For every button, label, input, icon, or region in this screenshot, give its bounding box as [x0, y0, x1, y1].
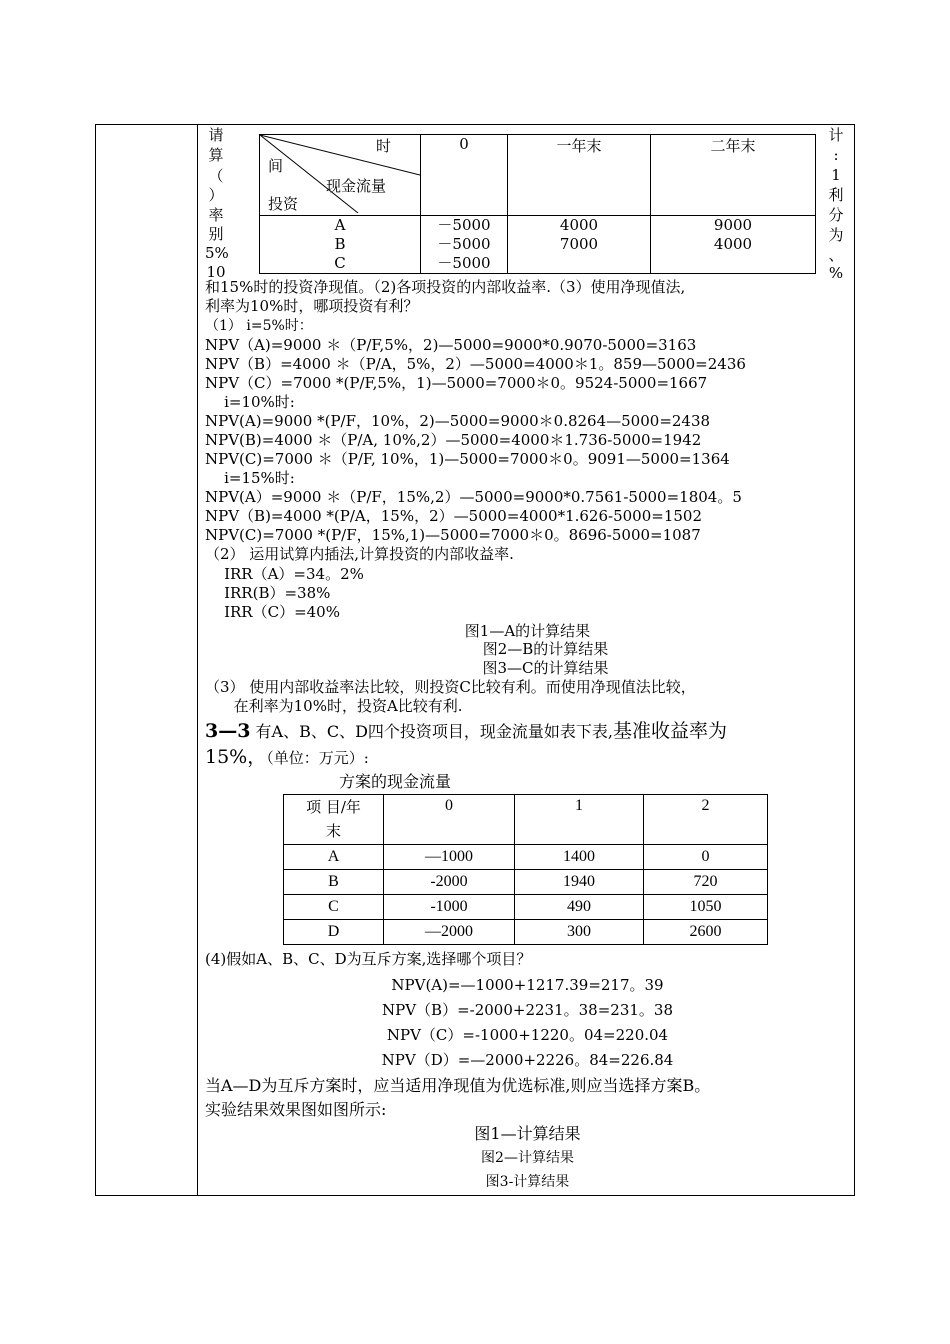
table-row	[284, 920, 768, 945]
corner-jian: 间	[268, 157, 284, 175]
vchar: 计	[828, 126, 844, 144]
text-line: 和15%时的投资净现值。（2)各项投资的内部收益率.（3）使用净现值法,	[205, 278, 686, 296]
npv-line: NPV（B）=-2000+2231。38=231。38	[382, 1001, 673, 1019]
figure-caption: 图1—A的计算结果	[464, 622, 591, 640]
table-row	[284, 895, 768, 920]
text-line: NPV(C)=7000 ＊（P/F, 10%，1)—5000=7000＊0。9091—5000=1364	[205, 450, 730, 468]
column-divider	[197, 124, 198, 1196]
investment-col2-values: 9000 4000	[651, 216, 816, 274]
vchar: 算	[208, 146, 224, 164]
text-line: NPV(B)=4000 ＊（P/A, 10%,2）—5000=4000＊1.736-5000=1942	[205, 431, 702, 449]
vchar: （	[208, 167, 224, 185]
vchar: 1	[831, 166, 841, 184]
text-line: （3） 使用内部收益率法比较，则投资C比较有利。而使用净现值法比较，	[205, 678, 696, 696]
table2-header-cell: 0	[384, 795, 515, 845]
text-line: 实验结果效果图如图所示:	[205, 1100, 387, 1119]
diagonal-header-cell	[260, 135, 421, 216]
corner-flow: 现金流量	[326, 177, 387, 195]
problem-heading	[205, 718, 727, 745]
table-cell: C	[284, 895, 384, 920]
figure-caption: 图1—计算结果	[474, 1124, 581, 1143]
corner-time: 时	[376, 137, 392, 155]
text-line: i=10%时:	[205, 393, 295, 411]
vchar: 、	[828, 246, 844, 264]
text-line: NPV（C）=7000 *(P/F,5%，1)—5000=7000＊0。9524-5000=1667	[205, 374, 708, 392]
investment-col1-values: 4000 7000	[508, 216, 651, 274]
vchar: ）	[208, 186, 224, 204]
table2-title: 方案的现金流量	[339, 772, 452, 791]
vchar: 请	[208, 126, 224, 144]
vchar: 利	[828, 186, 844, 204]
text-line: （1） i=5%时：	[205, 318, 313, 334]
col-header-1: 一年末	[508, 135, 651, 216]
vchar: 5%	[205, 244, 229, 262]
col-header-2: 二年末	[651, 135, 816, 216]
text-line: NPV(A)=9000 *(P/F，10%，2)—5000=9000＊0.8264—5000=2438	[205, 412, 711, 430]
investment-col0-values: －5000 －5000 －5000	[421, 216, 508, 274]
text-line: i=15%时:	[205, 469, 295, 487]
table-cell: B	[284, 870, 384, 895]
table-cell: -1000	[384, 895, 515, 920]
table-cell: D	[284, 920, 384, 945]
text-line: (4)假如A、B、C、D为互斥方案,选择哪个项目？	[205, 950, 532, 968]
table-row	[284, 870, 768, 895]
figure-caption: 图3-计算结果	[485, 1174, 570, 1190]
figure-caption: 图3—C的计算结果	[482, 659, 609, 677]
table-cell: —2000	[384, 920, 515, 945]
text-line: NPV(A）=9000 ＊（P/F，15%,2）—5000=9000*0.7561-5000=1804。5	[205, 488, 742, 506]
text-line: 在利率为10%时，投资A比较有利.	[205, 697, 463, 715]
npv-line: NPV(A)=—1000+1217.39=217。39	[391, 976, 664, 994]
npv-line: NPV（C）=-1000+1220。04=220.04	[386, 1026, 669, 1044]
problem-heading-2	[205, 744, 369, 771]
text-line: 当A—D为互斥方案时，应当适用净现值为优选标准,则应当选择方案B。	[205, 1076, 711, 1095]
table-cell: 0	[644, 845, 768, 870]
text-line: IRR（C）=40%	[205, 603, 340, 621]
investment-table	[259, 134, 816, 274]
vchar: 率	[208, 206, 224, 224]
table-cell: -2000	[384, 870, 515, 895]
table-cell: —1000	[384, 845, 515, 870]
vchar: :	[833, 146, 839, 164]
cashflow-table	[283, 794, 768, 945]
vchar: 10	[206, 263, 226, 281]
problem-number: 3—3	[205, 720, 251, 742]
table-cell: 490	[515, 895, 644, 920]
text-line: NPV（B）=4000 ＊（P/A，5%，2）—5000=4000＊1。859—5000=2436	[205, 355, 746, 373]
table-cell: 720	[644, 870, 768, 895]
corner-invest: 投资	[268, 195, 299, 213]
vchar: 别	[208, 225, 224, 243]
table2-header-cell: 2	[644, 795, 768, 845]
rate-text: 15%，	[205, 746, 267, 768]
text-line: IRR(B）=38%	[205, 584, 331, 602]
problem-text: 有A、B、C、D四个投资项目，现金流量如表下表,	[250, 722, 614, 741]
text-line: 利率为10%时，哪项投资有利？	[205, 297, 419, 315]
text-line: （2） 运用试算内插法,计算投资的内部收益率.	[205, 545, 514, 563]
col-header-0: 0	[421, 135, 508, 216]
table-row	[284, 845, 768, 870]
table-cell: 300	[515, 920, 644, 945]
unit-text: （单位：万元）:	[266, 749, 369, 767]
table2-header-cell: 1	[515, 795, 644, 845]
vchar: 为	[828, 226, 844, 244]
text-line: IRR（A）=34。2%	[205, 565, 364, 583]
text-line: NPV(C)=7000 *(P/F，15%,1)—5000=7000＊0。8696-5000=1087	[205, 526, 701, 544]
table-cell: 1050	[644, 895, 768, 920]
vchar: 分	[828, 206, 844, 224]
table-cell: 1400	[515, 845, 644, 870]
table-cell: A	[284, 845, 384, 870]
table-cell: 2600	[644, 920, 768, 945]
figure-caption: 图2—计算结果	[481, 1150, 574, 1166]
text-line: NPV（A)=9000 ＊（P/F,5%，2)—5000=9000*0.9070-5000=3163	[205, 336, 697, 354]
figure-caption: 图2—B的计算结果	[482, 640, 609, 658]
table2-header-cell: 项 目/年 末	[284, 795, 384, 845]
text-line: NPV（B)=4000 *(P/A，15%，2）—5000=4000*1.626-5000=1502	[205, 507, 702, 525]
investment-labels: A B C	[260, 216, 421, 274]
problem-text-large: 基准收益率为	[613, 720, 728, 742]
table-cell: 1940	[515, 870, 644, 895]
npv-line: NPV（D）=—2000+2226。84=226.84	[381, 1051, 674, 1069]
vchar: %	[828, 264, 844, 282]
